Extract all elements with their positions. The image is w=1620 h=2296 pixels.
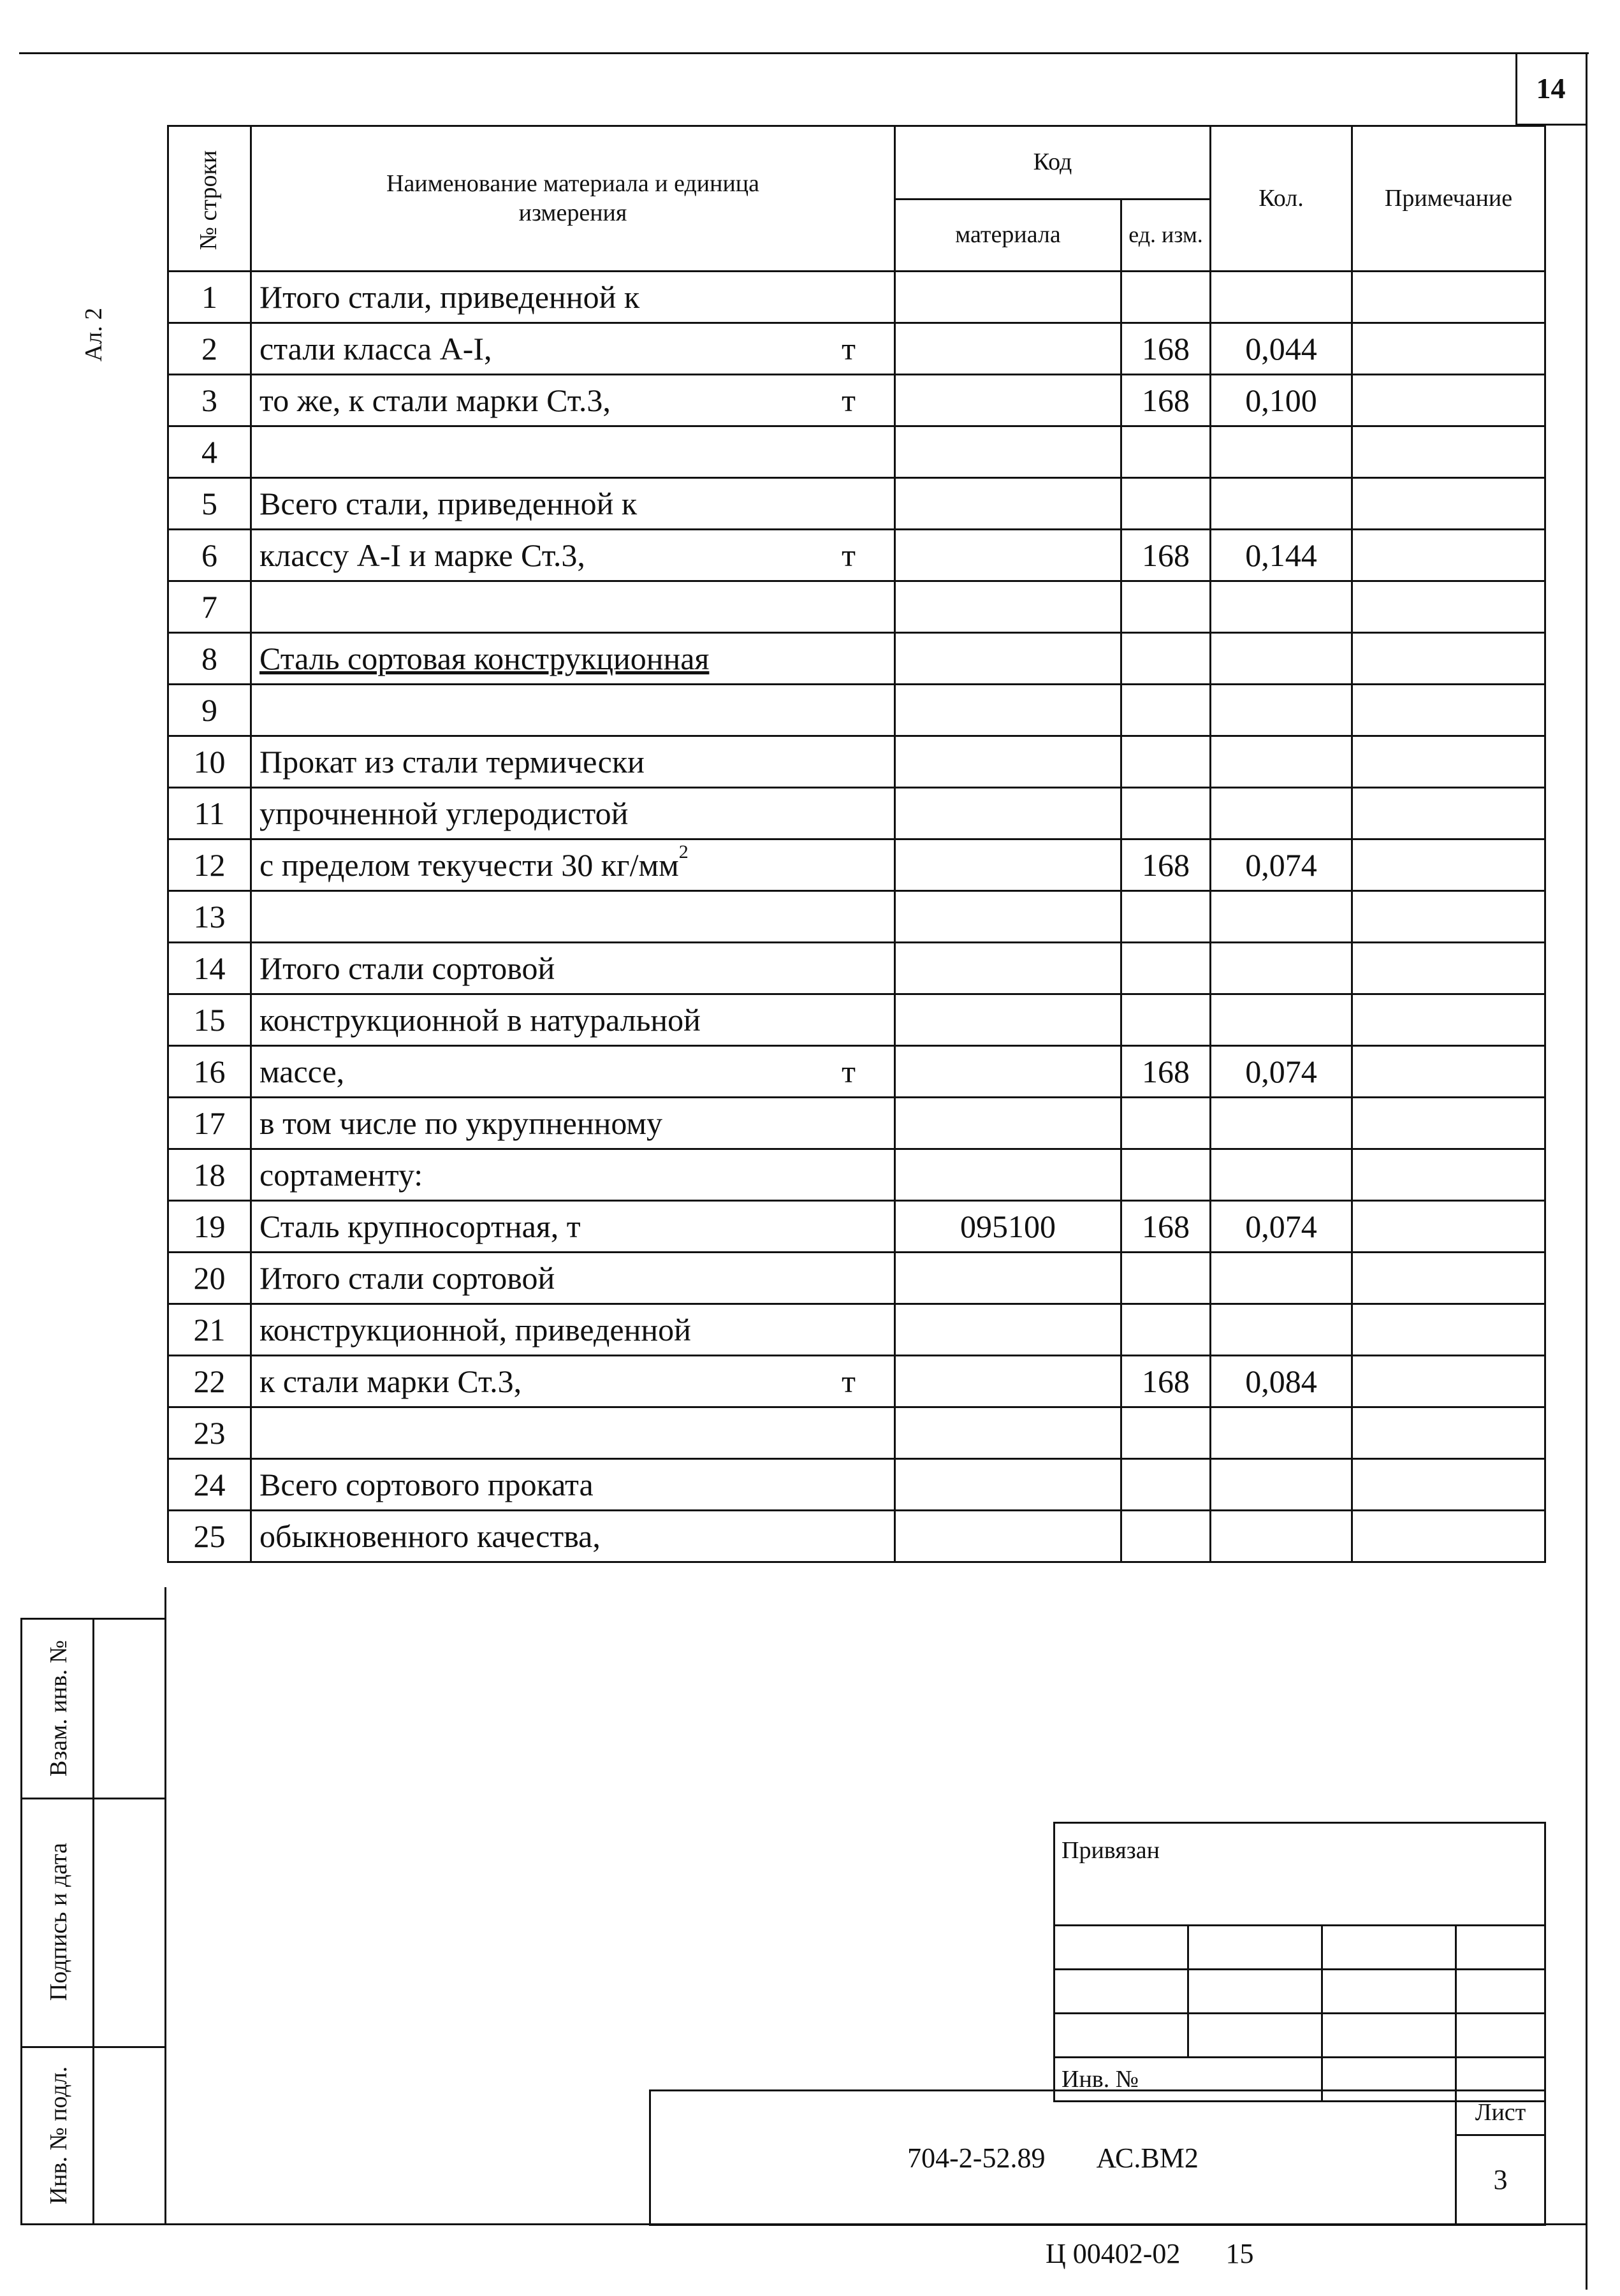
row-material-code xyxy=(895,839,1121,891)
row-unit-code xyxy=(1121,994,1211,1046)
side-inv-podl: Инв. № подл. xyxy=(45,2066,72,2205)
row-quantity xyxy=(1211,788,1352,839)
doc-designation xyxy=(650,2091,1456,2225)
row-name-text: в том числе по укрупненному xyxy=(259,1105,663,1141)
stamp-privyazan-label: Привязан xyxy=(1054,1823,1545,1926)
row-name xyxy=(251,1511,895,1562)
row-unit: т xyxy=(842,331,856,367)
table-row xyxy=(168,839,1545,891)
row-quantity: 0,084 xyxy=(1211,1356,1352,1407)
table-row xyxy=(168,1253,1545,1304)
side-stamp-left xyxy=(20,1619,22,2225)
row-quantity: 0,074 xyxy=(1211,1201,1352,1253)
row-name xyxy=(251,685,895,736)
row-name xyxy=(251,1098,895,1149)
row-quantity xyxy=(1211,1098,1352,1149)
row-material-code: 095100 xyxy=(895,1201,1121,1253)
row-name xyxy=(251,1459,895,1511)
side-stamp-div1 xyxy=(20,1798,164,1799)
header-code-unit: ед. изм. xyxy=(1121,200,1211,272)
row-number: 4 xyxy=(168,426,251,478)
row-unit-code xyxy=(1121,788,1211,839)
row-name xyxy=(251,530,895,581)
row-quantity: 0,044 xyxy=(1211,323,1352,375)
row-note xyxy=(1352,1201,1545,1253)
row-number: 14 xyxy=(168,943,251,994)
row-unit-code xyxy=(1121,1459,1211,1511)
row-name xyxy=(251,1253,895,1304)
row-unit-code xyxy=(1121,1511,1211,1562)
table-row xyxy=(168,530,1545,581)
row-number: 11 xyxy=(168,788,251,839)
row-quantity xyxy=(1211,736,1352,788)
row-note xyxy=(1352,530,1545,581)
list-value: 3 xyxy=(1456,2135,1545,2225)
header-qty: Кол. xyxy=(1211,126,1352,272)
table-row xyxy=(168,685,1545,736)
row-note xyxy=(1352,272,1545,323)
row-unit-code xyxy=(1121,1407,1211,1459)
row-name xyxy=(251,1356,895,1407)
header-code-material: материала xyxy=(895,200,1121,272)
row-note xyxy=(1352,1356,1545,1407)
row-number: 16 xyxy=(168,1046,251,1098)
table-row xyxy=(168,788,1545,839)
row-unit-code xyxy=(1121,891,1211,943)
row-unit: т xyxy=(842,537,856,573)
row-material-code xyxy=(895,272,1121,323)
row-number: 12 xyxy=(168,839,251,891)
row-note xyxy=(1352,1098,1545,1149)
row-quantity xyxy=(1211,1253,1352,1304)
row-note xyxy=(1352,1459,1545,1511)
side-stamp-top xyxy=(20,1618,164,1620)
row-number: 7 xyxy=(168,581,251,633)
row-number: 6 xyxy=(168,530,251,581)
doc-mark: АС.ВМ2 xyxy=(1096,2142,1199,2174)
row-note xyxy=(1352,1407,1545,1459)
row-note xyxy=(1352,891,1545,943)
row-name-text: обыкновенного качества, xyxy=(259,1518,601,1554)
row-material-code xyxy=(895,426,1121,478)
row-material-code xyxy=(895,1511,1121,1562)
row-quantity xyxy=(1211,1459,1352,1511)
table-row xyxy=(168,994,1545,1046)
row-number: 17 xyxy=(168,1098,251,1149)
table-row xyxy=(168,891,1545,943)
table-row xyxy=(168,1149,1545,1201)
row-unit-code xyxy=(1121,736,1211,788)
row-name xyxy=(251,426,895,478)
row-unit-code xyxy=(1121,1149,1211,1201)
row-quantity xyxy=(1211,478,1352,530)
row-name-text: Сталь сортовая конструкционная xyxy=(259,641,710,676)
row-quantity xyxy=(1211,1304,1352,1356)
row-name xyxy=(251,1149,895,1201)
row-name xyxy=(251,736,895,788)
row-name xyxy=(251,581,895,633)
row-note xyxy=(1352,1253,1545,1304)
row-number: 22 xyxy=(168,1356,251,1407)
row-material-code xyxy=(895,994,1121,1046)
row-unit-code: 168 xyxy=(1121,323,1211,375)
row-name xyxy=(251,1407,895,1459)
row-number: 24 xyxy=(168,1459,251,1511)
row-number: 10 xyxy=(168,736,251,788)
top-border xyxy=(19,52,1589,54)
row-name-text: массе, xyxy=(259,1054,345,1089)
row-name xyxy=(251,375,895,426)
row-unit-code xyxy=(1121,478,1211,530)
row-material-code xyxy=(895,478,1121,530)
row-material-code xyxy=(895,1098,1121,1149)
row-name xyxy=(251,994,895,1046)
row-name-text: Итого стали сортовой xyxy=(259,950,555,986)
row-material-code xyxy=(895,1459,1121,1511)
row-note xyxy=(1352,1511,1545,1562)
row-name xyxy=(251,478,895,530)
row-name-text: к стали марки Ст.3, xyxy=(259,1363,522,1399)
row-name-text: сортаменту: xyxy=(259,1157,423,1193)
row-note xyxy=(1352,1304,1545,1356)
row-quantity xyxy=(1211,1407,1352,1459)
table-row xyxy=(168,1304,1545,1356)
row-quantity: 0,144 xyxy=(1211,530,1352,581)
row-material-code xyxy=(895,788,1121,839)
row-name xyxy=(251,839,895,891)
frame-left xyxy=(164,1587,166,2225)
stamp-inv-no: Инв. № xyxy=(1054,2058,1322,2102)
table-row xyxy=(168,943,1545,994)
row-material-code xyxy=(895,891,1121,943)
row-unit-code xyxy=(1121,581,1211,633)
table-row xyxy=(168,1459,1545,1511)
row-name xyxy=(251,788,895,839)
row-note xyxy=(1352,736,1545,788)
stamp-title xyxy=(649,2089,1546,2226)
row-number: 8 xyxy=(168,633,251,685)
row-material-code xyxy=(895,736,1121,788)
side-stamp-mid xyxy=(92,1619,94,2225)
row-number: 19 xyxy=(168,1201,251,1253)
row-quantity xyxy=(1211,426,1352,478)
row-material-code xyxy=(895,943,1121,994)
table-row xyxy=(168,633,1545,685)
row-material-code xyxy=(895,1356,1121,1407)
row-number: 13 xyxy=(168,891,251,943)
row-note xyxy=(1352,788,1545,839)
table-row xyxy=(168,375,1545,426)
row-unit-code xyxy=(1121,272,1211,323)
row-name-text: Итого стали сортовой xyxy=(259,1260,555,1296)
row-number: 1 xyxy=(168,272,251,323)
row-number: 25 xyxy=(168,1511,251,1562)
row-name-superscript: 2 xyxy=(678,841,689,862)
table-row xyxy=(168,1098,1545,1149)
row-material-code xyxy=(895,685,1121,736)
materials-table xyxy=(167,125,1546,1563)
row-number: 5 xyxy=(168,478,251,530)
header-note: Примечание xyxy=(1352,126,1545,272)
row-quantity xyxy=(1211,1511,1352,1562)
row-name xyxy=(251,1304,895,1356)
row-unit-code xyxy=(1121,943,1211,994)
row-unit-code xyxy=(1121,1304,1211,1356)
row-quantity xyxy=(1211,581,1352,633)
row-material-code xyxy=(895,581,1121,633)
row-unit-code xyxy=(1121,633,1211,685)
row-material-code xyxy=(895,1253,1121,1304)
footer-code: Ц 00402-02 15 xyxy=(1046,2238,1254,2269)
table-row xyxy=(168,323,1545,375)
table-row xyxy=(168,1356,1545,1407)
side-stamp-div2 xyxy=(20,2046,164,2048)
row-note xyxy=(1352,943,1545,994)
row-material-code xyxy=(895,1046,1121,1098)
table-row xyxy=(168,1407,1545,1459)
right-border xyxy=(1586,52,1587,2290)
row-number: 2 xyxy=(168,323,251,375)
row-quantity: 0,074 xyxy=(1211,1046,1352,1098)
row-name xyxy=(251,1046,895,1098)
row-name-text: конструкционной, приведенной xyxy=(259,1312,691,1348)
row-quantity xyxy=(1211,633,1352,685)
row-quantity: 0,074 xyxy=(1211,839,1352,891)
list-label: Лист xyxy=(1456,2091,1545,2135)
row-unit-code xyxy=(1121,1098,1211,1149)
table-row xyxy=(168,581,1545,633)
row-name xyxy=(251,633,895,685)
row-unit-code: 168 xyxy=(1121,1046,1211,1098)
doc-code: 704-2-52.89 xyxy=(907,2142,1046,2174)
table-row xyxy=(168,426,1545,478)
row-unit-code xyxy=(1121,685,1211,736)
row-note xyxy=(1352,633,1545,685)
row-name xyxy=(251,1201,895,1253)
table-row xyxy=(168,272,1545,323)
row-unit-code: 168 xyxy=(1121,375,1211,426)
row-note xyxy=(1352,323,1545,375)
row-name-text: Прокат из стали термически xyxy=(259,744,645,780)
row-name xyxy=(251,891,895,943)
row-note xyxy=(1352,685,1545,736)
row-name-text: Сталь крупносортная, т xyxy=(259,1209,581,1244)
table-row xyxy=(168,736,1545,788)
row-note xyxy=(1352,994,1545,1046)
row-quantity xyxy=(1211,272,1352,323)
stamp-privyazan xyxy=(1053,1822,1546,2102)
row-unit: т xyxy=(842,1054,856,1089)
row-note xyxy=(1352,426,1545,478)
page-number: 14 xyxy=(1536,72,1566,105)
side-vzam: Взам. инв. № xyxy=(45,1639,72,1777)
row-material-code xyxy=(895,1304,1121,1356)
row-name xyxy=(251,943,895,994)
row-name xyxy=(251,323,895,375)
row-quantity xyxy=(1211,994,1352,1046)
row-quantity xyxy=(1211,891,1352,943)
row-number: 20 xyxy=(168,1253,251,1304)
row-quantity xyxy=(1211,685,1352,736)
row-name-text: Всего стали, приведенной к xyxy=(259,486,638,521)
row-number: 18 xyxy=(168,1149,251,1201)
row-unit: т xyxy=(842,382,856,418)
row-material-code xyxy=(895,323,1121,375)
row-name-text: упрочненной углеродистой xyxy=(259,796,629,831)
row-name-text: Всего сортового проката xyxy=(259,1467,594,1502)
row-number: 3 xyxy=(168,375,251,426)
row-name-text: классу А-I и марке Ст.3, xyxy=(259,537,585,573)
row-unit-code: 168 xyxy=(1121,839,1211,891)
row-name-text: Итого стали, приведенной к xyxy=(259,279,640,315)
row-number: 15 xyxy=(168,994,251,1046)
row-material-code xyxy=(895,633,1121,685)
side-podpis: Подпись и дата xyxy=(45,1842,72,2002)
row-unit-code: 168 xyxy=(1121,1356,1211,1407)
row-note xyxy=(1352,375,1545,426)
row-name-text: то же, к стали марки Ст.3, xyxy=(259,382,611,418)
row-name-text: конструкционной в натуральной xyxy=(259,1002,701,1038)
header-code: Код xyxy=(895,126,1211,200)
row-note xyxy=(1352,839,1545,891)
table-row xyxy=(168,1046,1545,1098)
row-quantity xyxy=(1211,943,1352,994)
row-material-code xyxy=(895,1407,1121,1459)
row-number: 9 xyxy=(168,685,251,736)
row-quantity: 0,100 xyxy=(1211,375,1352,426)
row-unit-code: 168 xyxy=(1121,1201,1211,1253)
row-note xyxy=(1352,1046,1545,1098)
row-name-text: с пределом текучести 30 кг/мм xyxy=(259,847,679,883)
row-name-text: стали класса А-I, xyxy=(259,331,492,367)
row-unit-code xyxy=(1121,1253,1211,1304)
row-name xyxy=(251,272,895,323)
row-number: 23 xyxy=(168,1407,251,1459)
row-material-code xyxy=(895,530,1121,581)
row-material-code xyxy=(895,375,1121,426)
table-row xyxy=(168,1511,1545,1562)
side-label: Ал. 2 xyxy=(80,307,107,362)
row-unit: т xyxy=(842,1363,856,1399)
table-row xyxy=(168,478,1545,530)
header-row-num: № строки xyxy=(168,126,251,272)
row-note xyxy=(1352,581,1545,633)
table-row xyxy=(168,1201,1545,1253)
row-unit-code xyxy=(1121,426,1211,478)
row-unit-code: 168 xyxy=(1121,530,1211,581)
row-material-code xyxy=(895,1149,1121,1201)
row-number: 21 xyxy=(168,1304,251,1356)
header-name: Наименование материала и единица измерения xyxy=(251,126,895,272)
row-quantity xyxy=(1211,1149,1352,1201)
row-note xyxy=(1352,478,1545,530)
row-note xyxy=(1352,1149,1545,1201)
